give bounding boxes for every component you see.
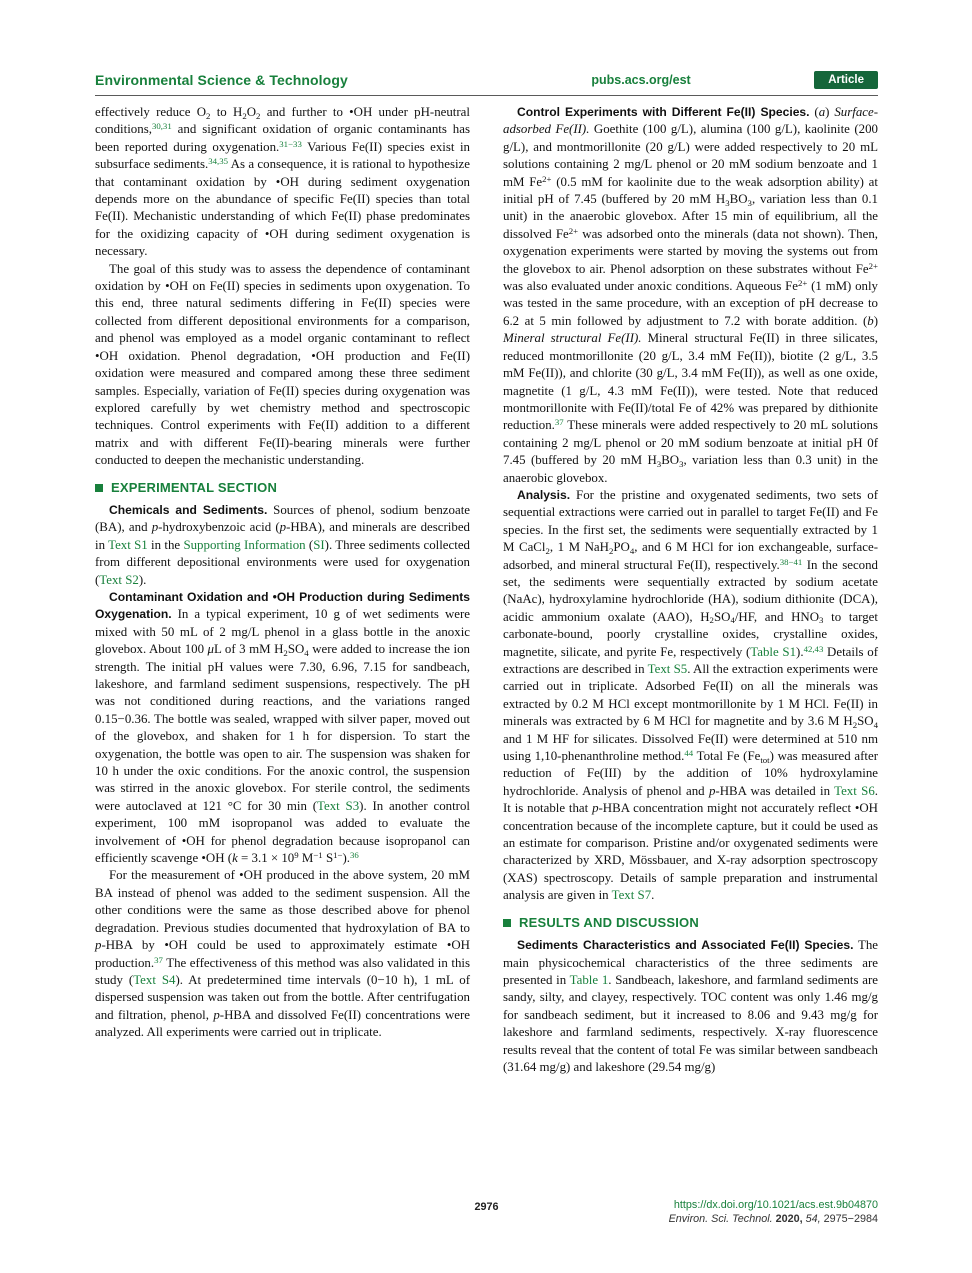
text-run: = 3.1 × 10 xyxy=(237,851,295,866)
text-run: . xyxy=(651,888,655,903)
text-run: ). xyxy=(796,644,804,659)
text-run: 3 xyxy=(679,458,684,469)
text-run: O xyxy=(246,105,257,119)
text-run: (0.5 mM for kaolinite due to the weak adsorption ability) at initial pH of 7.45 (buffered by 20 mM H xyxy=(503,174,878,207)
si-link[interactable]: Text S5 xyxy=(647,662,688,676)
section-marker-icon xyxy=(503,919,511,927)
text-run: 2 xyxy=(283,647,288,658)
reference-link[interactable]: 34,35 xyxy=(208,156,229,167)
si-link[interactable]: Text S3 xyxy=(317,798,360,813)
text-run: p xyxy=(708,783,716,798)
reference-link[interactable]: 42,43 xyxy=(803,643,824,654)
journal-title: Environmental Science & Technology xyxy=(95,72,348,88)
text-run: 3 xyxy=(747,197,752,208)
text-run: p xyxy=(213,1007,220,1022)
text-run: 2020, xyxy=(775,1212,803,1225)
page-number: 2976 xyxy=(474,1201,499,1213)
text-run: ). In another control experiment, 100 mM isopropanol was added to evaluate the involvement of •OH for phenol degradation because isopropanol can efficiently scavenge •OH ( xyxy=(95,798,470,866)
page-header xyxy=(95,71,878,89)
paragraph xyxy=(95,867,470,1041)
text-run: Total Fe (Fe xyxy=(693,749,761,764)
reference-link[interactable]: 37 xyxy=(154,954,163,965)
text-run: , and 6 M HCl for ion exchangeable, surface-adsorbed, and mineral structural Fe(II), respectively. xyxy=(503,540,878,572)
paragraph xyxy=(503,104,878,487)
text-run: Details of extractions are described in xyxy=(503,644,878,676)
text-run: SO xyxy=(857,714,874,729)
text-run: -HBA and dissolved Fe(II) concentrations were analyzed. All experiments were carried out in triplicate. xyxy=(95,1007,470,1040)
paragraph xyxy=(503,937,878,1076)
si-link[interactable]: Supporting Information xyxy=(183,537,306,552)
text-run: For the measurement of •OH produced in the above system, 20 mM BA instead of phenol was added to the sediment suspension. All the other conditions were the same as those described above for phenol degradation. Previous studies documented that hydroxylation of BA to xyxy=(95,868,470,935)
text-run: ). Three sediments collected from different depositional environments were used for oxygenation ( xyxy=(95,537,470,587)
text-run: -hydroxybenzoic acid ( xyxy=(158,520,280,535)
text-run: ) xyxy=(873,313,878,328)
paragraph xyxy=(503,487,878,905)
text-run: -HBA concentration might not accurately reflect •OH concentration because of the incomplete capture, but it could be used as an estimate for comparison. Pristine and/or oxygenated sediments were characterized by XRD, Mössbauer, and X-ray adsorption spectroscopy (XAS) spectroscopy. Details of sample preparation and instrumental analysis are given in xyxy=(503,801,878,903)
text-run: 4 xyxy=(730,615,735,626)
text-run: Control Experiments with Different Fe(II) Species. xyxy=(517,105,810,119)
text-run: Analysis. xyxy=(517,487,571,502)
paragraph xyxy=(95,502,470,589)
text-run: in the xyxy=(147,537,184,552)
si-link[interactable]: Text S1 xyxy=(108,537,148,552)
text-run: These minerals were added respectively to 20 mL solutions containing 2 mg/L phenol or 20 mM sodium benzoate at initial pH 0f 7.45 (buffered by 20 mM H xyxy=(503,418,878,468)
text-run: (1 mM) only was tested in the same procedure, with an exception of pH decrease to 6.2 at 5 min followed by adjustment to 7.2 with borate addition. ( xyxy=(503,279,878,328)
text-run: BO xyxy=(661,453,680,468)
text-run: Contaminant Oxidation and •OH Production during Sediments Oxygenation. xyxy=(95,589,470,622)
text-run: . It is notable that xyxy=(503,783,878,816)
text-run: ). xyxy=(138,572,147,587)
text-run: effectively reduce O xyxy=(95,105,207,119)
text-run: 4 xyxy=(629,545,635,556)
text-run: was also evaluated under anoxic conditions. Aqueous Fe xyxy=(503,279,798,294)
section-heading xyxy=(503,914,878,931)
text-run: p xyxy=(151,520,159,535)
text-run: 2 xyxy=(242,110,247,121)
text-run: -HBA), and minerals are described in xyxy=(95,520,470,552)
text-run: −1 xyxy=(313,850,323,861)
text-run: ) was measured after reduction of Fe(III) by the addition of 10% hydroxylamine hydrochloride. Analysis of phenol and xyxy=(503,749,879,798)
citation xyxy=(669,1213,878,1227)
text-run: For the pristine and oxygenated sediments, two sets of sequential extractions were carried out in parallel to target Fe(II) and Fe species. In the first set, the sediments were sequentially extracted by 1 M CaCl xyxy=(503,487,878,555)
text-run: The effectiveness of this method was also validated in this study ( xyxy=(95,955,470,987)
text-run: Sources of phenol, sodium benzoate (BA), and xyxy=(95,502,470,535)
text-run: ) xyxy=(825,105,835,119)
paragraph xyxy=(95,104,470,261)
text-run: 4 xyxy=(873,719,878,730)
reference-link[interactable]: 38−41 xyxy=(779,556,803,567)
text-run: 2+ xyxy=(868,260,878,271)
text-run: p xyxy=(95,938,102,953)
paragraph xyxy=(95,261,470,470)
text-run: /HF, and HNO xyxy=(734,609,820,624)
text-run: 2975−2984 xyxy=(820,1212,878,1225)
text-run: p xyxy=(279,520,287,535)
text-run: Chemicals and Sediments. xyxy=(109,502,268,517)
header-rule xyxy=(95,95,878,96)
text-run: a xyxy=(818,105,826,119)
journal-site-link[interactable]: pubs.acs.org/est xyxy=(591,73,691,87)
text-run: S xyxy=(322,851,334,866)
reference-link[interactable]: 44 xyxy=(684,748,694,759)
text-run: 1− xyxy=(333,850,343,861)
text-run: to target carbonate-bound, poorly crystalline oxides, crystalline oxides, magnetite, silicate, and pyrite Fe, respectively ( xyxy=(503,609,878,659)
text-run: 2+ xyxy=(797,278,808,289)
text-run: -HBA by •OH could be used to approximately estimate •OH production. xyxy=(95,938,470,970)
text-run: As a consequence, it is rational to hypothesize that contaminant oxidation by •OH during sediment oxygenation depends more on the abundance of specific Fe(II) species than total Fe(II). Mechanistic understanding of which Fe(II) phase predominates for the oxidizing capacity of •OH during sediment oxygenation is necessary. xyxy=(95,157,470,259)
text-run: L of 3 mM H xyxy=(214,642,284,657)
si-link[interactable]: Text S6 xyxy=(834,783,875,798)
reference-link[interactable]: 37 xyxy=(554,417,564,428)
reference-link[interactable]: 31−33 xyxy=(279,138,302,149)
text-run: In a typical experiment, 10 g of wet sediments were mixed with 50 mL of 2 mg/L phenol in a glass bottle in the anoxic glovebox. About 100 xyxy=(95,607,470,657)
text-run: 3 xyxy=(656,458,662,469)
text-run: 54, xyxy=(805,1212,821,1225)
footer-citation-block xyxy=(669,1199,878,1226)
section-heading-label: EXPERIMENTAL SECTION xyxy=(111,479,278,495)
text-run: 2 xyxy=(206,110,211,121)
paragraph xyxy=(95,589,470,868)
si-link[interactable]: SI xyxy=(313,537,325,552)
text-run: ). xyxy=(342,851,351,866)
text-run: 2 xyxy=(545,545,550,556)
reference-link[interactable]: 30,31 xyxy=(151,121,172,132)
text-run: In the second set, the sediments were sequentially extracted by sodium acetate (NaAc), hydroxylamine hydrochloride (HA), sodium dithionite (DCA), acidic ammonium oxalate (AAO), H xyxy=(503,557,878,624)
text-run: p xyxy=(592,801,599,816)
text-run: was adsorbed onto the minerals (data not shown). Then, oxygenation experiments were started by moving the systems out from the glovebox to air. Phenol adsorption on these substrates without Fe xyxy=(503,226,879,276)
right-column xyxy=(503,104,878,1076)
text-run: were added to increase the ion strength. The initial pH values were 7.30, 6.96, 7.15 for sandbeach, lakeshore, and farmland sediment suspensions, respectively. The pH was not conditioned during reactions, and the variations ranged 0.15−0.36. The bottle was sealed, wrapped with silver paper, moved out of the glovebox, and shaken for 1 h for dispersion. To start the oxygenation, the bottle was open to air. The suspension was shaken for 10 h under the oxic conditions. For the anoxic control, the suspension was stirred in the anoxic glovebox. For sterile control, the sediments were autoclaved at 121 °C for 30 min ( xyxy=(95,642,470,813)
text-run: , variation less than 0.3 unit) in the anaerobic glovebox. xyxy=(503,453,878,485)
text-run: to H xyxy=(210,105,243,119)
text-run: 3 xyxy=(725,197,730,208)
text-run: Goethite (100 g/L), alumina (100 g/L), kaolinite (200 g/L), and montmorillonite (20 g/L) were added respectively to 20 mL solutions containing 2 mg/L phenol or 20 mM sodium benzoate and 1 mM Fe xyxy=(503,122,878,189)
text-run: The main physicochemical characteristics of the three sediments are presented in xyxy=(503,938,878,987)
text-run: M xyxy=(298,851,314,866)
text-run: SO xyxy=(713,609,731,624)
text-run: Sediments Characteristics and Associated Fe(II) Species. xyxy=(517,938,854,953)
text-run: SO xyxy=(287,642,305,657)
si-link[interactable]: Table S1 xyxy=(750,644,797,659)
text-run: 4 xyxy=(304,647,309,658)
text-run: ( xyxy=(305,537,314,552)
text-run: Mineral structural Fe(II). xyxy=(503,331,642,346)
text-run: μ xyxy=(207,642,215,657)
text-run: 2 xyxy=(256,110,261,121)
text-run: 2 xyxy=(852,719,858,730)
text-run: 2+ xyxy=(568,225,579,236)
si-link[interactable]: Text S2 xyxy=(99,572,139,587)
text-run: 2 xyxy=(709,615,714,626)
doi-link[interactable]: https://dx.doi.org/10.1021/acs.est.9b04870 xyxy=(673,1199,878,1211)
text-run: BO xyxy=(729,192,748,207)
text-run: 2+ xyxy=(542,173,552,184)
text-run: k xyxy=(232,851,238,866)
text-run: 2 xyxy=(608,545,614,556)
text-run: tot xyxy=(760,754,770,765)
text-run: and further to •OH under pH-neutral conditions, xyxy=(95,105,470,137)
page-footer xyxy=(95,1199,878,1239)
text-run: and 1 M HF for silicates. Dissolved Fe(II) were determined at 510 nm using 1,10-phenanthroline method. xyxy=(503,731,878,764)
article-body xyxy=(95,104,878,1076)
text-run: Various Fe(II) species exist in subsurface sediments. xyxy=(95,139,470,172)
text-run: , variation less than 0.1 unit) in the anaerobic glovebox. After 15 min of equilibrium, all the dissolved Fe xyxy=(503,192,879,241)
si-link[interactable]: Text S7 xyxy=(611,888,652,903)
text-run: ( xyxy=(809,105,819,119)
text-run: PO xyxy=(613,540,630,555)
section-marker-icon xyxy=(95,484,103,492)
text-run: , 1 M NaH xyxy=(549,540,609,555)
section-heading-label: RESULTS AND DISCUSSION xyxy=(519,914,699,930)
article-type-badge: Article xyxy=(814,71,878,89)
text-run: Mineral structural Fe(II) in three silicates, reduced montmorillonite (20 g/L, 3.4 mM Fe(II)), biotite (2 g/L, 3.5 mM Fe(II)), and chlorite (30 g/L, 3.4 mM Fe(II)), as well as one oxide, magnetite (1 g/L, 4.3 mM Fe(II)), were tested. Note that reduced montmorillonite with Fe(II)/total Fe of 42% was prepared by dithionite reduction. xyxy=(503,331,878,433)
text-run: and significant oxidation of organic contaminants has been reported during oxygenation. xyxy=(95,122,470,154)
text-run: . Sandbeach, lakeshore, and farmland sediments are sandy, silty, and clayey, respectively. TOC content was only 1.46 mg/g for sandbeach sediment, but it increased to 8.06 and 9.43 mg/g for lakeshore and farmland sediments, respectively. X-ray fluorescence results reveal that the content of total Fe was similar between sandbeach (31.64 mg/g) and lakeshore (29.54 mg/g) xyxy=(503,972,878,1074)
text-run: The goal of this study was to assess the dependence of contaminant oxidation by •OH on Fe(II) species in sediments upon oxygenation. To this end, three natural sediments differing in Fe(II) species were collected from different depositional environments for a comparison, and phenol was employed as a model organic contaminant to reflect •OH oxidation. Phenol degradation, •OH production and Fe(II) oxidation were measured and compared among these three sediment samples. Especially, variation of Fe(II) species during oxygenation was explored carefully by wet chemistry method and spectroscopic techniques. Control experiments with Fe(II) addition to a different matrix and with different Fe(II)-bearing minerals were further conducted to deepen the mechanistic understanding. xyxy=(95,261,470,468)
text-run: 9 xyxy=(294,850,299,861)
text-run: 3 xyxy=(819,615,824,626)
si-link[interactable]: Text S4 xyxy=(133,972,176,987)
left-column xyxy=(95,104,470,1076)
text-run: b xyxy=(867,313,874,328)
si-link[interactable]: Table 1 xyxy=(569,972,609,987)
text-run: Environ. Sci. Technol. xyxy=(668,1212,776,1225)
reference-link[interactable]: 36 xyxy=(350,850,359,861)
text-run: Surface-adsorbed Fe(II). xyxy=(503,105,878,137)
text-run: ). At predetermined time intervals (0−10 h), 1 mL of dispersed suspension was taken out from the bottle. After centrifugation and filtration, phenol, xyxy=(95,972,470,1022)
text-run: -HBA was detailed in xyxy=(715,783,835,798)
text-run: . All the extraction experiments were carried out in triplicate. Adsorbed Fe(II) on all the minerals was extracted by 0.2 M HCl except montmorillonite by 1 M HCl. Fe(II) in minerals was extracted by 6 M HCl for magnetite and by 3.6 M H xyxy=(503,662,878,729)
section-heading xyxy=(95,479,470,496)
